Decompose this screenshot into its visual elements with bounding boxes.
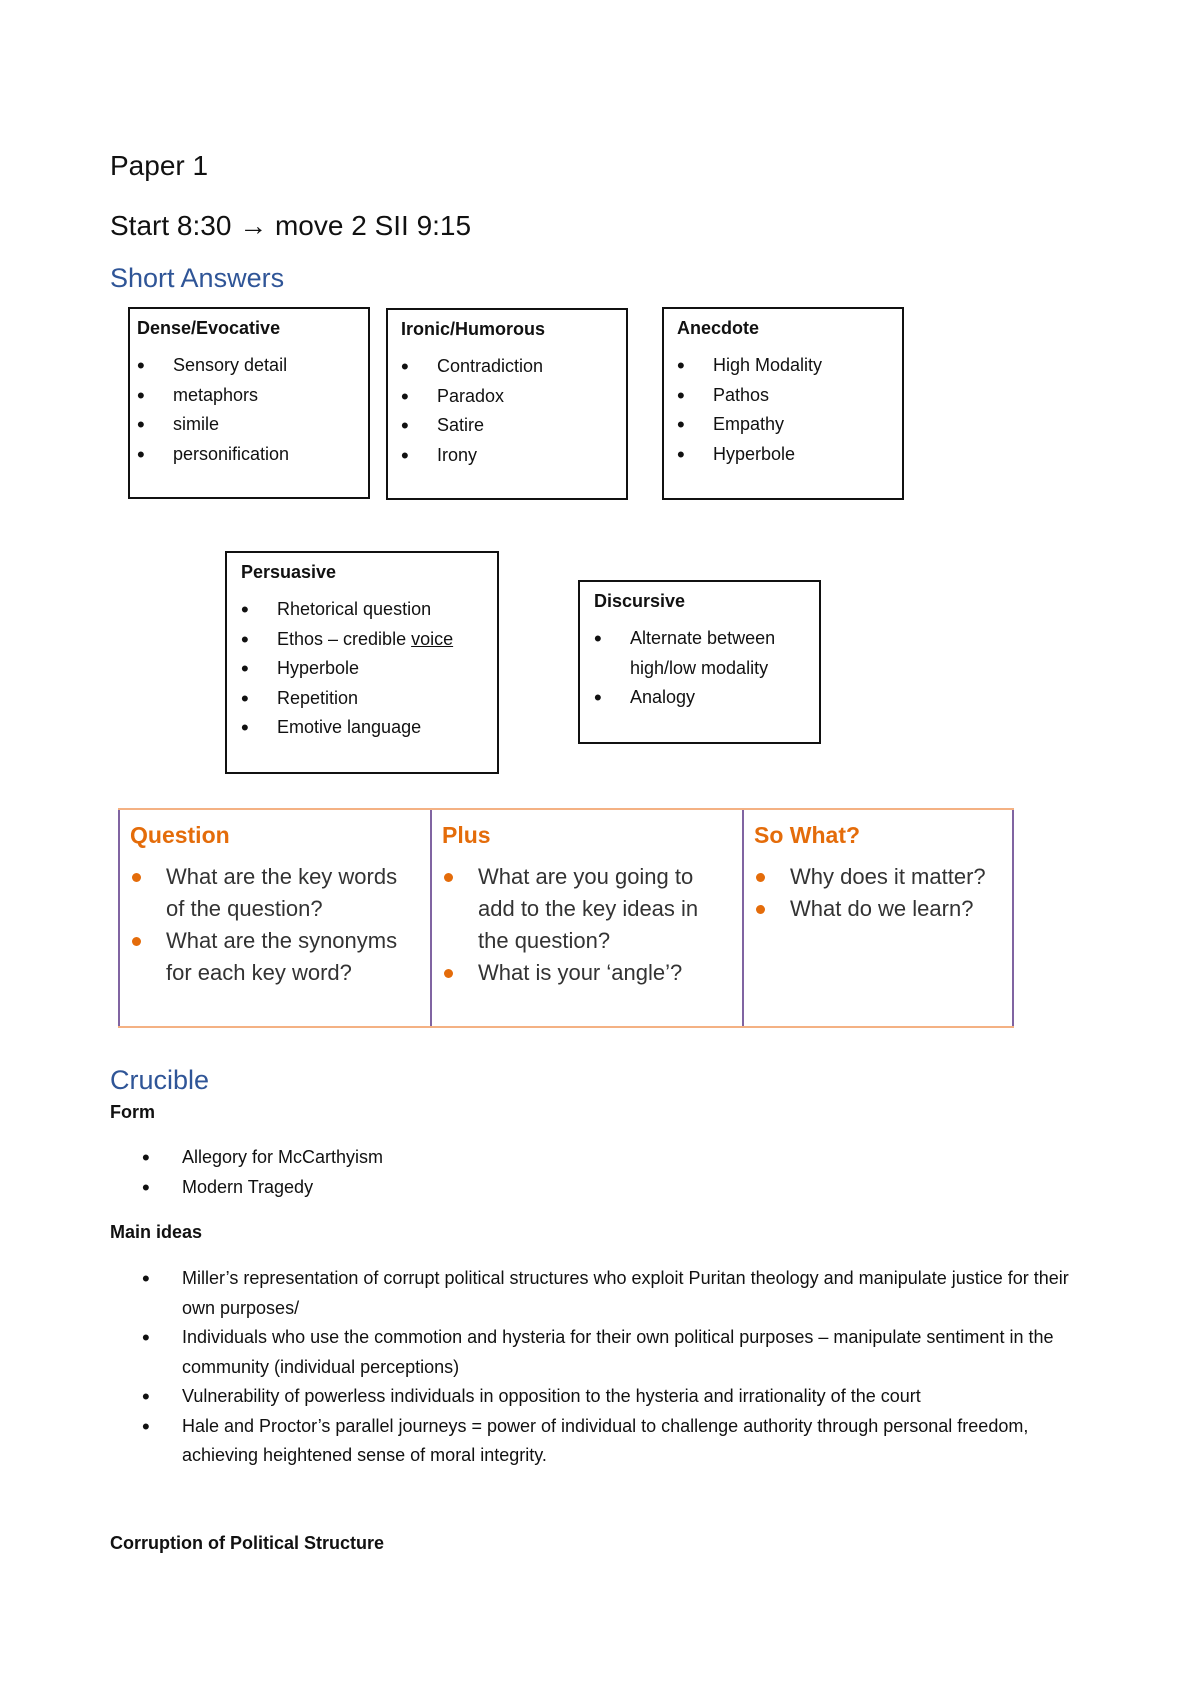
- list-item: What are the synonyms for each key word?: [130, 925, 420, 989]
- question-plus-sowhat-table: [118, 808, 1014, 1028]
- dense-evocative-box: [128, 307, 370, 499]
- list-item: • Modern Tragedy: [110, 1173, 1010, 1203]
- box-list: [137, 351, 358, 469]
- plus-column: [430, 810, 742, 1026]
- box-title: Dense/Evocative: [137, 318, 281, 338]
- list-item: • Alternate between high/low modality: [594, 624, 809, 683]
- page-title: Paper 1: [110, 150, 209, 181]
- list-item: • simile: [137, 410, 358, 440]
- list-item: • Hyperbole: [241, 654, 487, 684]
- list-item: • Sensory detail: [137, 351, 358, 381]
- main-ideas-label: Main ideas: [110, 1222, 203, 1242]
- list-item: • personification: [137, 440, 358, 470]
- anecdote-box: [662, 307, 904, 500]
- list-item: • Contradiction: [401, 352, 616, 382]
- so-what-column: [742, 810, 1014, 1026]
- box-title: Persuasive: [241, 562, 337, 582]
- move-time: move 2 SII 9:15: [274, 210, 472, 241]
- list-item: • Individuals who use the commotion and hysteria for their own political purposes – manipulate sentiment in the community (individual perceptions): [110, 1323, 1090, 1382]
- form-list: [110, 1143, 1010, 1202]
- list-item: What are you going to add to the key ideas in the question?: [442, 861, 732, 957]
- list-item: • Hyperbole: [677, 440, 892, 470]
- start-time: Start 8:30: [110, 210, 232, 241]
- question-column: [118, 810, 430, 1026]
- column-title: So What?: [754, 822, 861, 848]
- main-ideas-list: [110, 1264, 1090, 1471]
- arrow-icon: →: [239, 210, 268, 241]
- list-item-text: Ethos – credible: [277, 628, 412, 649]
- box-list: [677, 351, 892, 469]
- corruption-label: Corruption of Political Structure: [110, 1533, 385, 1553]
- box-title: Discursive: [594, 591, 686, 611]
- list-item: • Hale and Proctor’s parallel journeys = power of individual to challenge authority through personal freedom, achieving heightened sense of moral integrity.: [110, 1412, 1090, 1471]
- short-answers-heading: Short Answers: [110, 263, 285, 293]
- list-item: • Allegory for McCarthyism: [110, 1143, 1010, 1173]
- column-list: [130, 861, 420, 989]
- list-item: • Vulnerability of powerless individuals in opposition to the hysteria and irrationality of the court: [110, 1382, 1090, 1412]
- box-list: [594, 624, 809, 713]
- ironic-humorous-box: [386, 308, 628, 500]
- list-item: • Miller’s representation of corrupt political structures who exploit Puritan theology and manipulate justice for their own purposes/: [110, 1264, 1090, 1323]
- column-list: [442, 861, 732, 989]
- form-label: Form: [110, 1102, 155, 1122]
- persuasive-box: [225, 551, 499, 774]
- discursive-box: [578, 580, 821, 744]
- list-item: • Rhetorical question: [241, 595, 487, 625]
- list-item: [241, 625, 487, 655]
- list-item: • Pathos: [677, 381, 892, 411]
- list-item: • Repetition: [241, 684, 487, 714]
- underlined-word: voice: [411, 628, 454, 649]
- list-item: What is your ‘angle’?: [442, 957, 732, 989]
- box-title: Ironic/Humorous: [401, 319, 546, 339]
- list-item: • Emotive language: [241, 713, 487, 743]
- start-line: [110, 210, 471, 242]
- box-list: [241, 595, 487, 743]
- list-item: • Analogy: [594, 683, 809, 713]
- list-item: Why does it matter?: [754, 861, 1002, 893]
- box-title: Anecdote: [677, 318, 760, 338]
- list-item: • Paradox: [401, 382, 616, 412]
- list-item: • Empathy: [677, 410, 892, 440]
- box-list: [401, 352, 616, 470]
- list-item: What do we learn?: [754, 893, 1002, 925]
- column-list: [754, 861, 1002, 925]
- column-title: Plus: [442, 822, 491, 848]
- list-item: What are the key words of the question?: [130, 861, 420, 925]
- list-item: • metaphors: [137, 381, 358, 411]
- list-item: • High Modality: [677, 351, 892, 381]
- list-item: • Satire: [401, 411, 616, 441]
- list-item: • Irony: [401, 441, 616, 471]
- column-title: Question: [130, 822, 230, 848]
- crucible-heading: Crucible: [110, 1065, 210, 1095]
